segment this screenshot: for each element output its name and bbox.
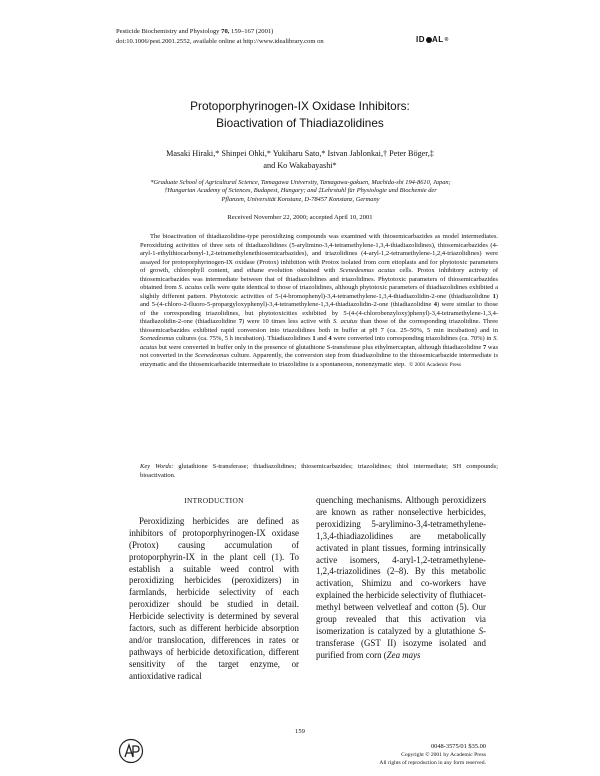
page-number: 159 (295, 728, 305, 735)
keywords (140, 463, 498, 480)
ideal-dot-icon (426, 37, 432, 43)
affiliation-line-2: †Hungarian Academy of Sciences, Budapest, Hungary; and ‡Lehrstuhl für Physiologie und Biochemie der (164, 187, 437, 195)
introduction-left-column (129, 495, 299, 683)
paper-title (0, 98, 600, 132)
affiliation-line-1: *Graduate School of Agricultural Science, Tamagawa University, Tamagawa-gakuen, Machida-shi 194-8610, Japan; (150, 179, 451, 186)
doi-text: doi:10.1006/pest.2001.2552, available online at http://www.idealibrary.com on (116, 38, 324, 45)
academic-press-logo-icon (118, 738, 144, 764)
rights-line: All rights of reproduction in any form reserved. (379, 760, 486, 766)
ideal-logo: ID AL ® (416, 35, 449, 44)
keywords-label: Key Words: (140, 463, 174, 470)
journal-doi-line (116, 37, 324, 46)
copyright-footer (360, 743, 486, 767)
title-line-2: Bioactivation of Thiadiazolidines (216, 116, 384, 130)
affiliation-line-3: Pflanzen, Universität Konstanz, D-78457 Konstanz, Germany (221, 195, 380, 203)
introduction-right-column: quenching mechanisms. Although peroxidizers are known as rather nonselective herbicides, peroxidizing 5-arylimino-3,4-tetramethylene-1,3,4-thiadiazolidines are metabolically activated in plant tissues, forming intrinsically active isomers, 4-aryl-1,2-tetramethylene-1,2,4-triazolidines (2–8). By this metabolic activation, Shimizu and co-workers have explained the herbicide selectivity of fluthiacet-methyl between velvetleaf and cotton (5). Our group revealed that this activation via isomerization is catalyzed by a glutathione S-transferase (GST II) isozyme isolated and purified from corn (Zea mays (316, 495, 486, 660)
journal-name: Pesticide Biochemistry and Physiology (116, 28, 220, 35)
author-list (150, 148, 450, 171)
authors-line-2: and Ko Wakabayashi* (263, 160, 337, 170)
keywords-text: glutathione S-transferase; thiadiazolidines; thiosemicarbazides; triazolidines; thiol intermediate; SH compounds; bioactivation. (140, 463, 498, 479)
copyright-line: Copyright © 2001 by Academic Press (401, 752, 486, 758)
abstract-copyright: © 2001 Academic Press (409, 361, 461, 368)
affiliations (118, 179, 483, 204)
journal-volume: 70, (221, 28, 230, 35)
abstract: The bioactivation of thiadiazolidine-type peroxidizing compounds was examined with thiosemicarbazides as model intermediates. Peroxidizing activities of three sets of thiadiazolidines (5-arylimino-3,4-tetramethylene-1,3,4-thiadiazolidines), thiosemicarbazides (4-aryl-1-ethylthiocarbonyl-1,2-tetramethylenethiosemicarbazides), and triazolidines (4-aryl-1,2-tetramethylene-1,2,4-triazolidines) were assayed for protoporphyrinogen-IX oxidase (Protox) inhibition with Protox isolated from corn etioplasts and for phytotoxic parameters of growth, chlorophyll content, and ethane evolution obtained with Scenedesmus acutus cells. Protox inhibitory activity of thiosemicarbazides was intermediate between that of thiadiazolidines and triazolidines. Phytotoxic parameters of thiosemicarbazides obtained from S. acutus cells were quite identical to those of triazolidines, although phytotoxic parameters of thiadiazolidines exhibited a slightly different pattern. Phytotoxic activities of 5-(4-bromophenyl)-3,4-tetramethylene-1,3,4-thiadiazolidin-2-one (thiadiazolidine 1) and 5-(4-chloro-2-fluoro-5-propargyloxyphenyl)-3,4-tetramethylene-1,3,4-thiadiazolidin-2-one (thiadiazolidine 4) were similar to those of the corresponding triazolidines, but phytotoxicities exhibited by 5-(4-(4-chlorobenzyloxy)phenyl)-3,4-tetramethylene-1,3,4-thiadiazolidin-2-one (thiadiazolidine 7) were 10 times less active with S. acutus than those of the corresponding triazolidine. Three thiosemicarbazides exhibited rapid conversion into triazolidines both in buffer at pH 7 (ca. 25–50%, 5 min incubation) and in Scenedesmus cultures (ca. 75%, 5 h incubation). Thiadiazolidines 1 and 4 were converted into corresponding triazolidines (ca. 70%) in S. acutus but were converted in buffer only in the presence of glutathione S-transferase plus ethylmercaptan, although thiadiazolidine 7 was not converted in the Scenedesmus culture. Apparently, the conversion step from thiadiazolidine to the thiosemicarbazide intermediate is enzymatic and the thiosemicarbazide intermediate to triazolidine is a spontaneous, nonenzymatic step. © 2001 Academic Press (140, 233, 499, 368)
issn-price: 0048-3575/01 $35.00 (430, 743, 486, 750)
title-line-1: Protoporphyrinogen-IX Oxidase Inhibitors: (190, 99, 410, 113)
journal-pages: 159–167 (2001) (231, 28, 274, 35)
journal-citation-line (116, 27, 273, 36)
received-dates: Received November 22, 2000; accepted April 10, 2001 (227, 214, 373, 221)
introduction-paragraph-1: Peroxidizing herbicides are defined as inhibitors of protoporphyrinogen-IX oxidase (Protox) causing accumulation of protoporphyrin-IX in the plant cell (1). To establish a suitable weed control with peroxidizing herbicides (peroxidizers) in farmlands, herbicide selectivity of each peroxidizer should be studied in detail. Herbicide selectivity is determined by several factors, such as different herbicide absorption and/or translocation, differences in rates or pathways of herbicide detoxification, different sensitivity of the target enzyme, or antioxidative radical (129, 515, 299, 681)
introduction-heading: INTRODUCTION (184, 496, 244, 505)
authors-line-1: Masaki Hiraki,* Shinpei Ohki,* Yukiharu Sato,* Istvan Jablonkai,† Peter Böger,‡ (166, 149, 434, 158)
academic-press-logo (118, 738, 144, 764)
